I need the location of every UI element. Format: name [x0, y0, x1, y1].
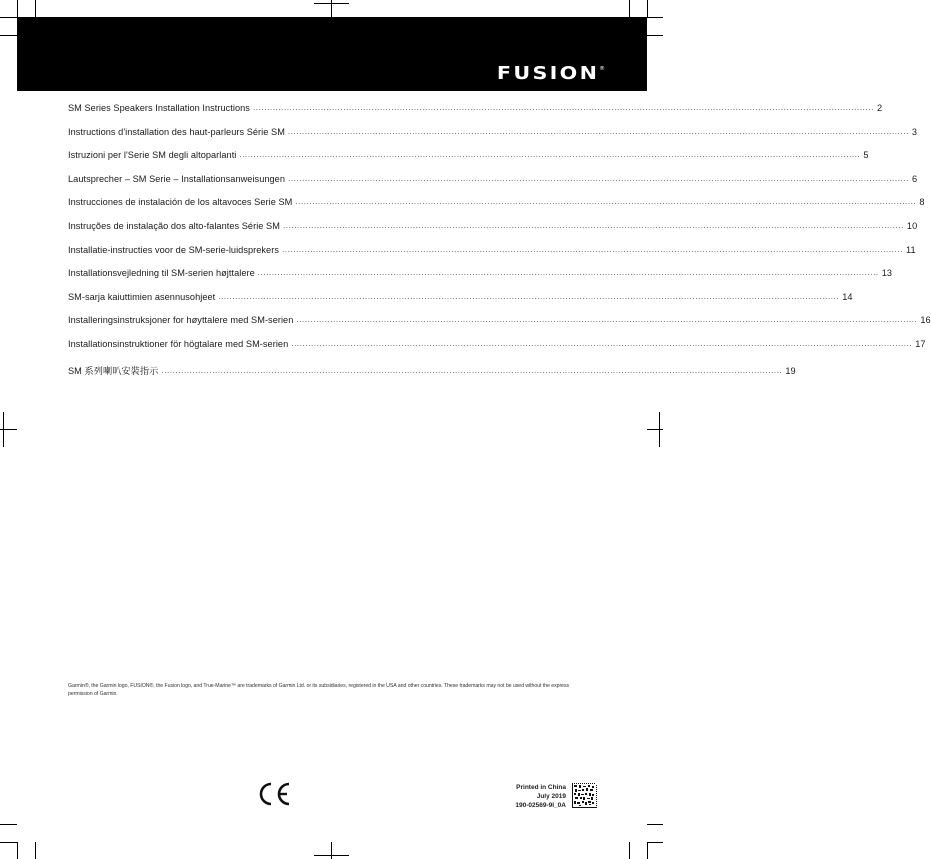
toc-entry[interactable]: [68, 173, 918, 198]
toc-entry[interactable]: [68, 126, 918, 151]
qr-code-icon: [572, 783, 597, 808]
toc-entry[interactable]: [68, 268, 893, 292]
toc-leader-dots: ............................................................................................................................................................................................................................: [252, 103, 874, 112]
ce-mark-icon: [255, 781, 293, 812]
toc-entry-page: 8: [919, 197, 925, 208]
part-number: 190-02569-9I_0A: [515, 802, 566, 810]
toc-entry-page: 19: [785, 365, 796, 376]
toc-entry[interactable]: [68, 244, 916, 269]
print-info: [515, 783, 566, 811]
toc-leader-dots: ............................................................................................................................................................................................................................: [161, 365, 783, 375]
toc-entry-page: 6: [912, 173, 918, 184]
toc-leader-dots: ............................................................................................................................................................................................................................: [282, 220, 904, 230]
toc-entry[interactable]: [68, 363, 796, 387]
toc-leader-dots: ............................................................................................................................................................................................................................: [281, 244, 903, 254]
toc-entry-title: Installationsvejledning til SM-serien højttalere: [68, 268, 255, 279]
toc-leader-dots: ............................................................................................................................................................................................................................: [295, 197, 917, 207]
toc-leader-dots: ............................................................................................................................................................................................................................: [257, 268, 879, 278]
toc-entry-title: Installeringsinstruksjoner for høyttalere med SM-serien: [68, 315, 294, 326]
toc-entry[interactable]: [68, 291, 853, 316]
toc-entry-title: Lautsprecher – SM Serie – Installationsanweisungen: [68, 173, 286, 184]
logo-registered-mark: ®: [599, 66, 605, 72]
toc-entry-title: SM 系列喇叭安裝指示: [68, 365, 159, 376]
logo-text: FUSION: [496, 63, 600, 84]
toc-entry-title: SM Series Speakers Installation Instructions: [68, 103, 250, 113]
toc-entry-title: Istruzioni per l'Serie SM degli altoparlanti: [68, 150, 237, 161]
toc-entry-page: 17: [915, 338, 926, 349]
toc-entry-title: Instruções de instalação dos alto-falantes Série SM: [68, 220, 280, 231]
toc-entry-page: 2: [876, 103, 883, 113]
toc-entry[interactable]: [68, 338, 926, 363]
toc-entry-title: Instrucciones de instalación de los altavoces Serie SM: [68, 197, 293, 208]
toc-entry-title: Installatie-instructies voor de SM-serie-luidsprekers: [68, 244, 279, 255]
toc-entry-page: 10: [906, 220, 918, 231]
toc-entry[interactable]: [68, 315, 931, 339]
toc-leader-dots: ............................................................................................................................................................................................................................: [291, 338, 913, 348]
toc-leader-dots: ............................................................................................................................................................................................................................: [296, 315, 918, 325]
toc-entry[interactable]: [68, 220, 918, 245]
toc-entry-page: 3: [911, 126, 918, 137]
print-date: July 2019: [536, 793, 566, 801]
toc-entry[interactable]: [68, 103, 883, 127]
toc-entry-title: Installationsinstruktioner för högtalare med SM-serien: [68, 338, 289, 349]
fusion-logo: [497, 63, 605, 84]
toc-entry-title: Instructions d'installation des haut-parleurs Série SM: [68, 126, 285, 137]
toc-entry[interactable]: [68, 150, 869, 174]
toc-leader-dots: ............................................................................................................................................................................................................................: [288, 173, 909, 183]
toc-entry-title: SM-sarja kaiuttimien asennusohjeet: [68, 291, 216, 302]
toc-entry-page: 16: [920, 315, 931, 326]
toc-leader-dots: ............................................................................................................................................................................................................................: [218, 291, 840, 301]
toc-leader-dots: ............................................................................................................................................................................................................................: [287, 126, 909, 136]
printed-in-label: Printed in China: [516, 784, 566, 791]
toc-entry[interactable]: [68, 197, 925, 221]
trademark-notice: Garmin®, the Garmin logo, FUSION®, the Fusion logo, and True-Marine™ are trademarks of Garmin Ltd. or its subsidiaries, registered in the USA and other countries. These trademarks may not be used without the express permission of Garmin.: [68, 683, 570, 697]
toc-leader-dots: ............................................................................................................................................................................................................................: [239, 150, 861, 160]
table-of-contents: [68, 103, 931, 386]
toc-entry-page: 5: [863, 150, 869, 161]
toc-entry-page: 13: [881, 268, 893, 279]
toc-entry-page: 14: [842, 291, 853, 302]
toc-entry-page: 11: [905, 244, 916, 255]
